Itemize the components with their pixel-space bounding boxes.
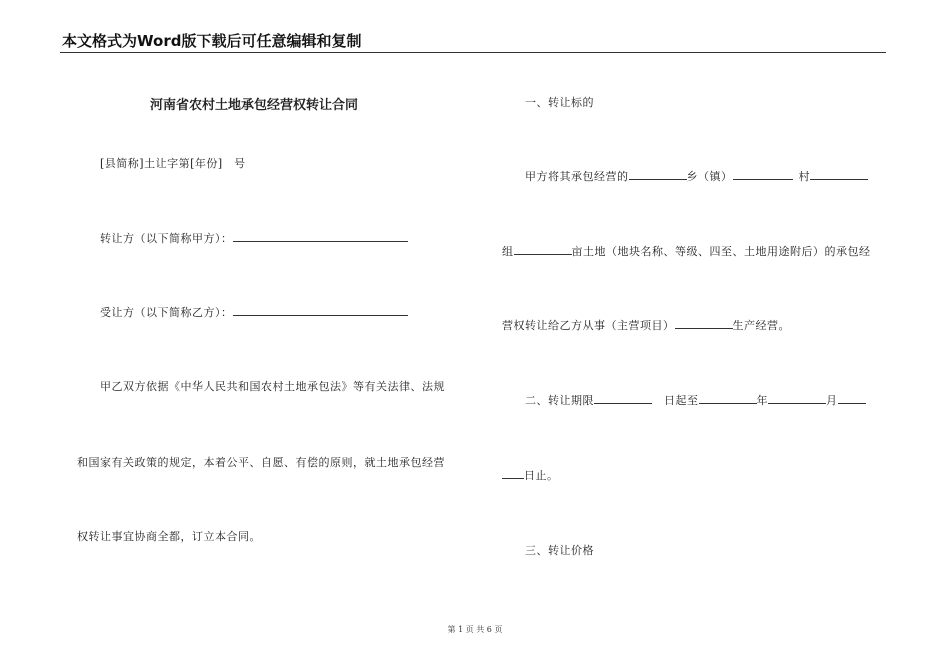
transferee-blank	[233, 305, 408, 316]
day-blank	[502, 468, 524, 479]
sec1-text-e: 亩土地（地块名称、等级、四至、土地用途附后）的承包经	[571, 245, 871, 258]
reference-number-line: [县简称]土让字第[年份] 号	[100, 157, 246, 170]
document-banner: 本文格式为Word版下载后可任意编辑和复制	[62, 32, 362, 50]
transferor-label: 转让方（以下简称甲方）：	[100, 232, 233, 245]
contract-title: 河南省农村土地承包经营权转让合同	[150, 98, 359, 113]
township-blank	[629, 169, 687, 180]
end-month-blank	[768, 393, 826, 404]
header-divider	[60, 52, 886, 53]
transferee-line	[100, 304, 408, 320]
preamble-line-3: 权转让事宜协商全都，订立本合同。	[77, 530, 261, 543]
section-3-heading: 三、转让价格	[525, 544, 594, 557]
sec1-text-a: 甲方将其承包经营的	[525, 170, 629, 183]
sec1-text-b: 乡（镇）	[686, 170, 733, 183]
sec2-text-c: 年	[756, 394, 768, 407]
section-1-line-3	[502, 317, 790, 333]
sec2-text-b: 日起至	[664, 394, 699, 407]
section-2-line-1	[525, 392, 866, 408]
transferor-line	[100, 230, 408, 246]
start-date-blank	[594, 393, 652, 404]
end-year-blank	[699, 393, 757, 404]
village-name-blank	[733, 169, 793, 180]
section-1-line-1	[525, 168, 868, 184]
page-footer: 第 1 页 共 6 页	[447, 625, 503, 634]
preamble-line-1: 甲乙双方依据《中华人民共和国农村土地承包法》等有关法律、法规	[100, 380, 445, 393]
sec1-text-f: 营权转让给乙方从事（主营项目）	[502, 319, 675, 332]
section-1-heading: 一、转让标的	[525, 96, 594, 109]
sec1-text-c: 村	[798, 170, 810, 183]
sec2-text-d: 月	[826, 394, 838, 407]
preamble-line-2: 和国家有关政策的规定，本着公平、自愿、有偿的原则，就土地承包经营	[77, 456, 445, 469]
sec1-text-d: 组	[502, 245, 514, 258]
section-1-line-2	[502, 243, 871, 259]
business-blank	[675, 318, 733, 329]
section-2-line-2	[502, 467, 559, 483]
sec1-text-g: 生产经营。	[732, 319, 790, 332]
group-blank	[514, 244, 572, 255]
transferee-label: 受让方（以下简称乙方）：	[100, 306, 233, 319]
end-day-blank	[838, 393, 866, 404]
sec2-text-a: 二、转让期限	[525, 394, 594, 407]
sec2-text-e: 日止。	[524, 469, 559, 482]
transferor-blank	[233, 231, 408, 242]
village-blank	[810, 169, 868, 180]
